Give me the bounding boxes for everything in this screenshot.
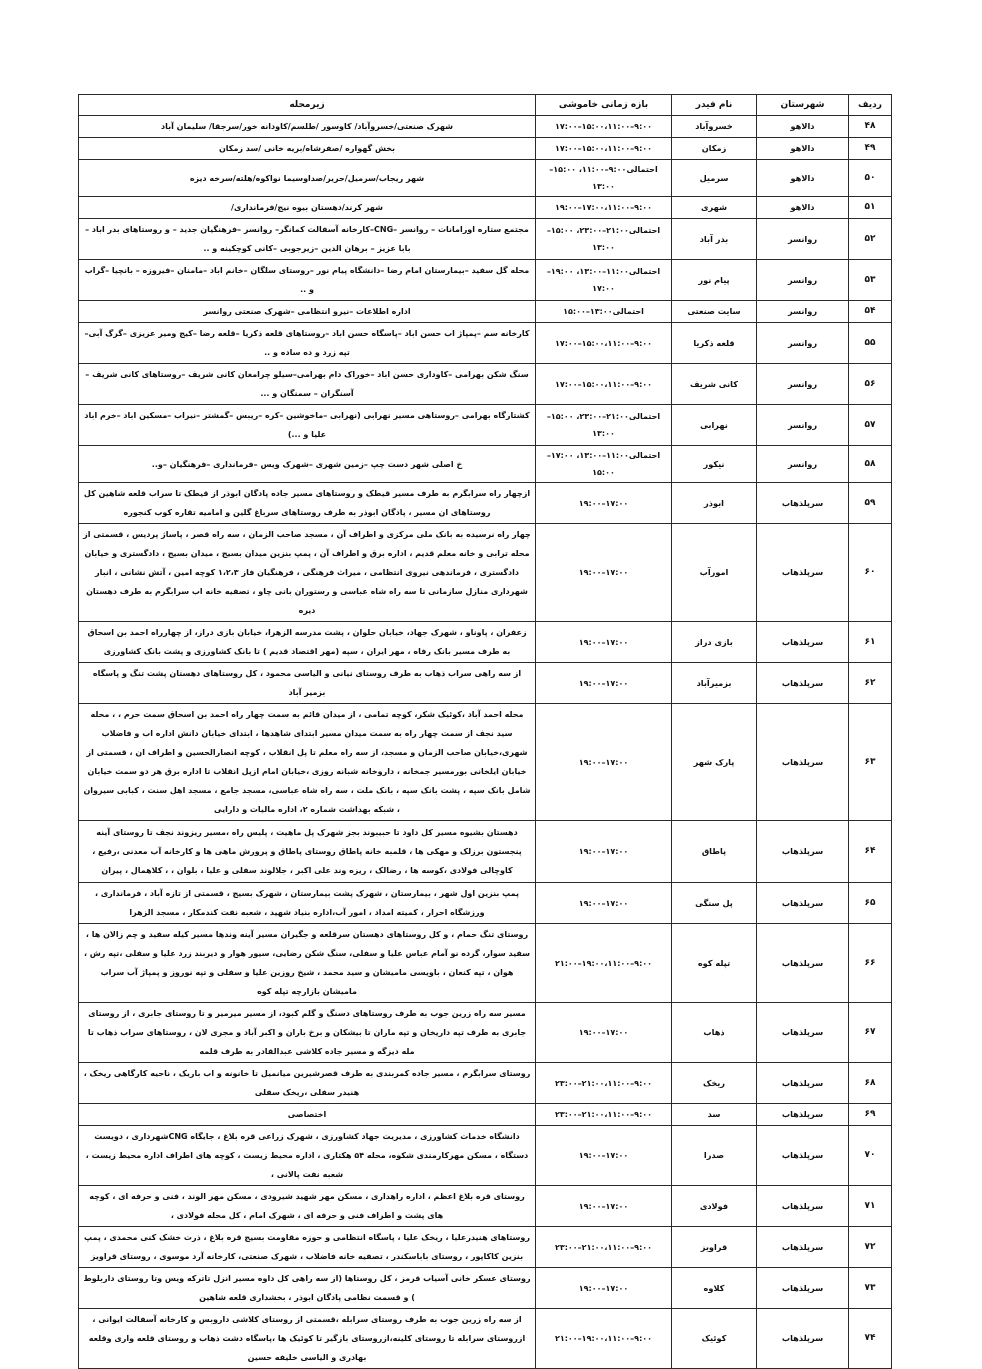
cell-county: روانسر [757, 323, 849, 364]
cell-outage-time: احتمالی۹:۰۰–۱۱:۰۰، ۱۵:۰۰–۱۳:۰۰ [536, 160, 672, 197]
table-row [79, 405, 892, 446]
cell-row-number: ۵۷ [849, 405, 892, 446]
cell-outage-time: ۱۹:۰۰–۱۷:۰۰،۱۱:۰۰–۹:۰۰ [536, 197, 672, 219]
cell-sub-area: محله گل سفید –بیمارستان امام رضا –دانشگاه پیام نور –روستای سلگان –خانم اباد –مامنان –فیروزه – بانچیا –گراب و .. [79, 260, 536, 301]
cell-row-number: ۶۷ [849, 1003, 892, 1063]
cell-county: سرپلذهاب [757, 1227, 849, 1268]
cell-outage-time: ۲۳:۰۰–۲۱:۰۰،۱۱:۰۰–۹:۰۰ [536, 1227, 672, 1268]
table-row [79, 1104, 892, 1126]
cell-county: سرپلذهاب [757, 1126, 849, 1186]
table-row [79, 301, 892, 323]
cell-row-number: ۶۱ [849, 622, 892, 663]
cell-feeder: پاطاق [672, 821, 757, 883]
cell-feeder: بدر آباد [672, 219, 757, 260]
outage-schedule-table [78, 94, 892, 1369]
cell-feeder: شهری [672, 197, 757, 219]
cell-county: سرپلذهاب [757, 924, 849, 1003]
table-row [79, 1227, 892, 1268]
cell-sub-area: از سه راهی سراب ذهاب به طرف روستای نیانی و الیاسی محمود ، کل روستاهای دهستان پشت تنگ و پاسگاه بزمیر آباد [79, 663, 536, 704]
header-row-number: ردیف [849, 95, 892, 116]
cell-feeder: بزمیرآباد [672, 663, 757, 704]
table-row [79, 197, 892, 219]
cell-outage-time: ۱۹:۰۰–۱۷:۰۰ [536, 483, 672, 524]
table-row [79, 1309, 892, 1369]
cell-county: سرپلذهاب [757, 1104, 849, 1126]
cell-row-number: ۶۴ [849, 821, 892, 883]
cell-county: سرپلذهاب [757, 704, 849, 821]
cell-sub-area: شهر ریجاب/سرمیل/حریر/صداوسیما نواکوه/هلته/سرخه دیزه [79, 160, 536, 197]
cell-sub-area: روستای عسکر خانی آسیاب قرمز ، کل روستاها (از سه راهی کل داوه مسیر انزل تاترکه ویس وتا روستای داربلوط ) و قسمت نظامی پادگان ابوذر ، بخشداری قلعه شاهین [79, 1268, 536, 1309]
cell-row-number: ۷۴ [849, 1309, 892, 1369]
cell-feeder: خسروآباد [672, 116, 757, 138]
cell-outage-time: ۲۱:۰۰–۱۹:۰۰،۱۱:۰۰–۹:۰۰ [536, 1309, 672, 1369]
cell-county: سرپلذهاب [757, 483, 849, 524]
cell-county: سرپلذهاب [757, 622, 849, 663]
cell-outage-time: ۱۷:۰۰–۱۵:۰۰،۱۱:۰۰–۹:۰۰ [536, 323, 672, 364]
cell-row-number: ۵۵ [849, 323, 892, 364]
cell-sub-area: کشتارگاه بهرامی –روستاهی مسیر نهرابی (نهرابی –ماخوشین –کره –ریبس –گمشتر –نیراب –مسکین اباد –خرم اباد علیا و ...) [79, 405, 536, 446]
cell-sub-area: روستای سرابگرم ، مسیر جاده کمربندی به طرف قصرشیرین میانمیل تا خانونه و اب باریک ، ناحیه کارگاهی ریخک ، هنیدر سفلی ،ریخک سفلی [79, 1063, 536, 1104]
header-county: شهرستان [757, 95, 849, 116]
cell-outage-time: احتمالی۲۱:۰۰–۲۳:۰۰، ۱۵:۰۰–۱۳:۰۰ [536, 219, 672, 260]
table-row [79, 1186, 892, 1227]
cell-feeder: فولادی [672, 1186, 757, 1227]
table-row [79, 821, 892, 883]
table-row [79, 622, 892, 663]
cell-feeder: ذهاب [672, 1003, 757, 1063]
cell-outage-time: ۱۹:۰۰–۱۷:۰۰ [536, 883, 672, 924]
cell-row-number: ۶۰ [849, 524, 892, 622]
cell-row-number: ۷۲ [849, 1227, 892, 1268]
cell-county: دالاهو [757, 160, 849, 197]
cell-county: سرپلذهاب [757, 1003, 849, 1063]
cell-feeder: ریخک [672, 1063, 757, 1104]
table-row [79, 524, 892, 622]
table-row [79, 883, 892, 924]
cell-feeder: کلاوه [672, 1268, 757, 1309]
cell-row-number: ۴۸ [849, 116, 892, 138]
table-header-row [79, 95, 892, 116]
cell-row-number: ۵۸ [849, 446, 892, 483]
cell-sub-area: مسیر سه راه زرین جوب به طرف روستاهای دسنگ و گلم کبود، از مسیر میرمیر و تا روستای جابری ، از روستای جابری به طرف تپه داریخان و تپه ماران تا بیشکان و برخ باران و اکبر آباد و مجری لان ، روستاهای سراب ذهاب تا مله دیزگه و مسیر جاده کلاشی عبدالقادر به طرف قلمه [79, 1003, 536, 1063]
cell-outage-time: ۱۷:۰۰–۱۵:۰۰،۱۱:۰۰–۹:۰۰ [536, 364, 672, 405]
table-row [79, 260, 892, 301]
cell-row-number: ۵۱ [849, 197, 892, 219]
cell-sub-area: زعفران ، پاوناو ، شهرک جهاد، خیابان حلوان ، پشت مدرسه الزهرا، خیابان بازی دراز، از چهارراه احمد بن اسحاق به طرف مسیر بانک رفاه ، مهر ایران ، سپه (مهر اقتصاد قدیم ) تا بانک کشاورزی و پشت بانک کشاورزی [79, 622, 536, 663]
cell-feeder: سایت صنعتی [672, 301, 757, 323]
cell-sub-area: کارخانه سم –پمپاژ اب حسن اباد –پاسگاه حسن اباد –روستاهای قلعه ذکریا –قلعه رضا –کیج ومیر عزیزی –گرگ آبی–تپه زرد و ده ساده و .. [79, 323, 536, 364]
cell-county: سرپلذهاب [757, 524, 849, 622]
cell-feeder: قراویز [672, 1227, 757, 1268]
cell-outage-time: ۲۱:۰۰–۱۹:۰۰،۱۱:۰۰–۹:۰۰ [536, 924, 672, 1003]
cell-row-number: ۶۵ [849, 883, 892, 924]
cell-feeder: کوئیک [672, 1309, 757, 1369]
cell-row-number: ۵۴ [849, 301, 892, 323]
cell-county: دالاهو [757, 116, 849, 138]
cell-feeder: صدرا [672, 1126, 757, 1186]
cell-row-number: ۶۹ [849, 1104, 892, 1126]
cell-outage-time: ۱۹:۰۰–۱۷:۰۰ [536, 821, 672, 883]
cell-county: سرپلذهاب [757, 1063, 849, 1104]
cell-sub-area: خ اصلی شهر دست چپ –زمین شهری –شهرک ویس –فرمانداری –فرهنگیان –و.. [79, 446, 536, 483]
cell-feeder: پارک شهر [672, 704, 757, 821]
cell-feeder: سد [672, 1104, 757, 1126]
cell-county: روانسر [757, 364, 849, 405]
cell-row-number: ۷۰ [849, 1126, 892, 1186]
cell-county: سرپلذهاب [757, 663, 849, 704]
table-row [79, 1268, 892, 1309]
cell-county: روانسر [757, 260, 849, 301]
cell-outage-time: ۱۹:۰۰–۱۷:۰۰ [536, 1003, 672, 1063]
table-row [79, 663, 892, 704]
table-row [79, 160, 892, 197]
cell-row-number: ۶۲ [849, 663, 892, 704]
cell-feeder: امورآب [672, 524, 757, 622]
cell-feeder: پل سنگی [672, 883, 757, 924]
header-sub-area: زیرمحله [79, 95, 536, 116]
cell-feeder: پیام نور [672, 260, 757, 301]
header-outage-time: بازه زمانی خاموشی [536, 95, 672, 116]
table-row [79, 1126, 892, 1186]
cell-sub-area: شهر کرند/دهستان بیوه نیج/فرمانداری/ [79, 197, 536, 219]
cell-sub-area: سنگ شکن بهرامی –کاوداری حسن اباد –خوراک دام بهرامی–سیلو چرامغان کانی شریف –روستاهای کانی شریف –آسنگران – سمنگان و ... [79, 364, 536, 405]
table-row [79, 1063, 892, 1104]
cell-sub-area: دانشگاه خدمات کشاورزی ، مدیریت جهاد کشاورزی ، شهرک زراعی قره بلاغ ، جایگاه CNGشهرداری ، دویست دستگاه ، مسکن مهرکارمندی شکوه، محله ۵۴ هکتاری ، اداره محیط زیست ، کوچه های اطراف اداره محیط زیست ، شعبه نفت پالانی ، [79, 1126, 536, 1186]
cell-feeder: نیکور [672, 446, 757, 483]
cell-row-number: ۶۸ [849, 1063, 892, 1104]
cell-county: دالاهو [757, 197, 849, 219]
cell-row-number: ۵۳ [849, 260, 892, 301]
cell-county: سرپلذهاب [757, 1309, 849, 1369]
cell-row-number: ۵۲ [849, 219, 892, 260]
cell-row-number: ۶۶ [849, 924, 892, 1003]
cell-feeder: تپله کوه [672, 924, 757, 1003]
cell-county: دالاهو [757, 138, 849, 160]
cell-outage-time: ۱۹:۰۰–۱۷:۰۰ [536, 1268, 672, 1309]
cell-sub-area: اختصاصی [79, 1104, 536, 1126]
cell-outage-time: احتمالی۱۱:۰۰–۱۳:۰۰، ۱۷:۰۰–۱۵:۰۰ [536, 446, 672, 483]
cell-county: سرپلذهاب [757, 1186, 849, 1227]
cell-sub-area: محله احمد آباد ،کوئیک شکر، کوچه تمامی ، از میدان قائم به سمت چهار راه احمد بن اسحاق سمت حرم ، ، محله سید نجف از سمت چهار راه به سمت میدان مسیر ابتدای شاهدها ، ابتدای خیابان دانش اداره اب و فاضلاب شهری،خیابان صاحب الزمان و مسجد، از سه راه معلم تا پل انقلاب ، کوچه انصارالحسین و اطراف ان ، قسمتی از خیابان ایلخانی بورمسیر جمخانه ، داروخانه شبانه روزی ،خیابان امام ازپل انقلاب تا اداره برق هر دو سمت خیابان شامل بانک سپه ، پشت بانک سپه ، بانک ملت ، سه راه شاه عباسی، مسجد جامع ، مسجد اهل سنت ، کبابی سیروان ، شبکه بهداشت شماره ۲، اداره مالیات و دارایی [79, 704, 536, 821]
table-row [79, 219, 892, 260]
header-feeder: نام فیدر [672, 95, 757, 116]
cell-sub-area: ازچهار راه سرابگرم به طرف مسیر قیطک و روستاهای مسیر جاده پادگان ابوذر از قیطک تا سراب قلعه شاهین کل روستاهای ان مسیر ، پادگان ابوذر به طرف روستاهای سرباغ گلین و امامیه تقاره کوب کنجوره [79, 483, 536, 524]
cell-outage-time: ۱۹:۰۰–۱۷:۰۰ [536, 1186, 672, 1227]
cell-outage-time: ۱۹:۰۰–۱۷:۰۰ [536, 663, 672, 704]
table-row [79, 704, 892, 821]
cell-county: سرپلذهاب [757, 1268, 849, 1309]
table-row [79, 1003, 892, 1063]
cell-feeder: بازی دراز [672, 622, 757, 663]
table-row [79, 483, 892, 524]
cell-sub-area: اداره اطلاعات –نیرو انتظامی –شهرک صنعتی روانسر [79, 301, 536, 323]
outage-schedule-document [78, 94, 891, 1369]
table-row [79, 116, 892, 138]
cell-row-number: ۵۹ [849, 483, 892, 524]
cell-outage-time: ۲۳:۰۰–۲۱:۰۰،۱۱:۰۰–۹:۰۰ [536, 1063, 672, 1104]
cell-outage-time: احتمالی۲۱:۰۰–۲۳:۰۰، ۱۵:۰۰–۱۳:۰۰ [536, 405, 672, 446]
cell-feeder: زمکان [672, 138, 757, 160]
cell-feeder: نهرابی [672, 405, 757, 446]
cell-county: روانسر [757, 405, 849, 446]
cell-county: روانسر [757, 446, 849, 483]
cell-sub-area: چهار راه نرسیده به بانک ملی مرکزی و اطراف آن ، مسجد صاحب الزمان ، سه راه قصر ، پاساژ پردیس ، قسمتی از محله ترابی و خانه معلم قدیم ، اداره برق و اطراف آن ، پمپ بنزین میدان بسیج ، میدان بسیج ، دادگستری و خیابان دادگستری ، فرماندهی نیروی انتظامی ، میراث فرهنگی ، فرهنگیان فاز ۱،۲،۳ کوچه امین ، آتش نشانی ، انبار شهرداری منازل سازمانی تا سه راه شاه عباسی و رستوران بانی چاو ، تصفیه خانه اب سرابگرم به طرف دهستان دیره [79, 524, 536, 622]
cell-sub-area: روستاهای هنیدرعلیا ، ریخک علیا ، پاسگاه انتظامی و حوزه مقاومت بسیج قره بلاغ ، ذرت خشک کنی محمدی ، پمپ بنزین کاکاپور ، روستای باباسکندر ، تصفیه خانه فاضلاب ، شهرک صنعتی، کارخانه آرد موسوی ، روستای قراویز [79, 1227, 536, 1268]
cell-outage-time: ۲۳:۰۰–۲۱:۰۰،۱۱:۰۰–۹:۰۰ [536, 1104, 672, 1126]
cell-row-number: ۴۹ [849, 138, 892, 160]
cell-outage-time: ۱۹:۰۰–۱۷:۰۰ [536, 1126, 672, 1186]
cell-sub-area: پمپ بنزین اول شهر ، بیمارستان ، شهرک پشت بیمارستان ، شهرک بسیج ، قسمتی از تازه آباد ، فرمانداری ، ورزشگاه احرار ، کمیته امداد ، امور آب،اداره بنیاد شهید ، شعبه نفت کندمکار ، مسجد الزهرا [79, 883, 536, 924]
cell-feeder: قلعه ذکریا [672, 323, 757, 364]
cell-sub-area: مجتمع ستاره اورامانات – روانسر –CNG–کارخانه آسفالت کمانگر– روانسر –فرهنگیان جدید – و روستاهای بدر اباد – بابا عزیز – برهان الدین –زیرجوبی –کانی کوچکینه و .. [79, 219, 536, 260]
cell-outage-time: ۱۷:۰۰–۱۵:۰۰،۱۱:۰۰–۹:۰۰ [536, 116, 672, 138]
cell-sub-area: روستای تنگ حمام ، و کل روستاهای دهستان سرقلعه و جگیران مسیر آینه وندها مسیر کیله سفید و چم زالان ها ، سفید سوار، گرده نو آمام عباس علیا و سفلی، سنگ شکن رضایی، سیور هوار و دیربند زرد علیا و سفلی ،تپه رش ، هوان ، تپه کنعان ، باویسی مامیشان و سید محمد ، شیخ روزین علیا و سفلی و تپه نوروز و پمپاژ آب سراب مامیشان بازارچه تپله کوه [79, 924, 536, 1003]
cell-outage-time: ۱۹:۰۰–۱۷:۰۰ [536, 524, 672, 622]
cell-county: روانسر [757, 219, 849, 260]
cell-outage-time: ۱۹:۰۰–۱۷:۰۰ [536, 704, 672, 821]
cell-county: سرپلذهاب [757, 883, 849, 924]
table-row [79, 138, 892, 160]
cell-row-number: ۶۳ [849, 704, 892, 821]
table-row [79, 446, 892, 483]
cell-outage-time: ۱۵:۰۰–۱۳:۰۰احتمالی [536, 301, 672, 323]
cell-row-number: ۵۰ [849, 160, 892, 197]
cell-feeder: سرمیل [672, 160, 757, 197]
cell-feeder: ابوذر [672, 483, 757, 524]
cell-row-number: ۵۶ [849, 364, 892, 405]
cell-sub-area: از سه راه زرین جوب به طرف روستای سرابله ،قسمتی از روستای کلاشی داروبس و کارخانه آسفالت ایوانی ، ازروستای سرابله تا روستای کلینه،ازروستای بازگیر تا کوئیک ها ،پاسگاه دشت ذهاب و روستای قلعه واری وقلعه بهادری و الیاسی خلیفه حسین [79, 1309, 536, 1369]
cell-row-number: ۷۱ [849, 1186, 892, 1227]
cell-row-number: ۷۳ [849, 1268, 892, 1309]
cell-sub-area: روستای قره بلاغ اعظم ، اداره راهداری ، مسکن مهر شهید شیرودی ، مسکن مهر الوند ، فنی و حرفه ای ، کوچه های پشت و اطراف فنی و حرفه ای ، شهرک امام ، کل محله فولادی ، [79, 1186, 536, 1227]
cell-outage-time: احتمالی۱۱:۰۰–۱۳:۰۰، ۱۹:۰۰–۱۷:۰۰ [536, 260, 672, 301]
cell-outage-time: ۱۷:۰۰–۱۵:۰۰،۱۱:۰۰–۹:۰۰ [536, 138, 672, 160]
cell-outage-time: ۱۹:۰۰–۱۷:۰۰ [536, 622, 672, 663]
cell-sub-area: دهستان بشیوه مسیر کل داود تا حبیبوند بجز شهرک پل ماهیت ، پلیس راه ،مسیر ریزوند نجف تا روستای آینه پنجستون برزلک و مهکی ها ، قلمبه خانه پاطاق روستای پاطاق و پرورش ماهی ها و کارخانه آب معدنی ،رفیع ، کاوچالی فولادی ،کوسه ها ، رضالک ، ریزه وند علی اکبر ، جلالوند سفلی و علیا ، بلوان ، ، کلاهمال ، پیران [79, 821, 536, 883]
cell-county: سرپلذهاب [757, 821, 849, 883]
cell-sub-area: بخش گهواره /صفرشاه/بریه خانی /سد زمکان [79, 138, 536, 160]
cell-county: روانسر [757, 301, 849, 323]
cell-feeder: کانی شریف [672, 364, 757, 405]
table-row [79, 924, 892, 1003]
cell-sub-area: شهرک صنعتی/خسروآباد/ کاوسور /طلسم/کاودانه خور/سرجقا/ سلیمان آباد [79, 116, 536, 138]
table-row [79, 364, 892, 405]
table-row [79, 323, 892, 364]
